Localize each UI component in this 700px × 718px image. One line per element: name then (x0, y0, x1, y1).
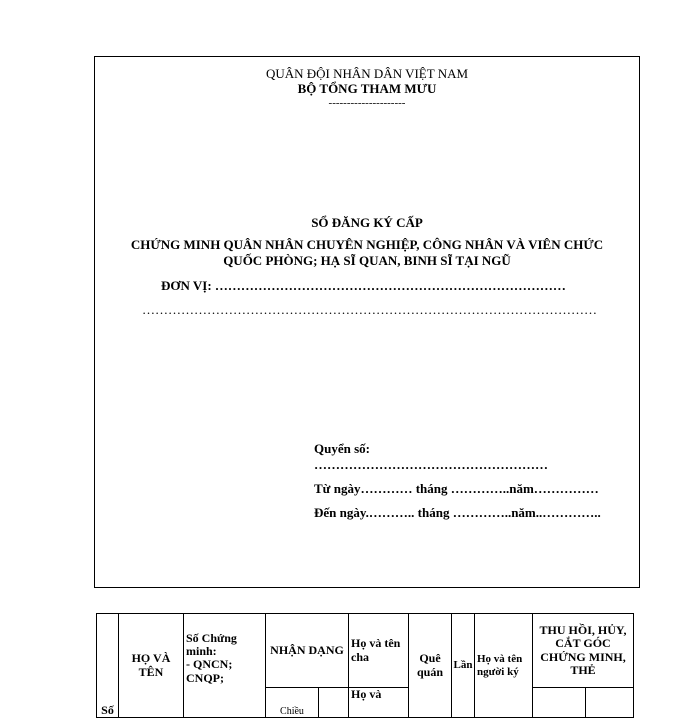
register-table (96, 613, 634, 718)
org-line-1: QUÂN ĐỘI NHÂN DÂN VIỆT NAM (265, 66, 469, 81)
cover-page (94, 56, 640, 588)
book-subtitle-line-1: CHỨNG MINH QUÂN NHÂN CHUYÊN NGHIỆP, CÔNG NHÂN VÀ VIÊN CHỨC (130, 237, 604, 252)
unit-line: ĐƠN VỊ: ……………………………………………………………………… (161, 278, 566, 293)
col-header-name: HỌ VÀ TÊN (119, 614, 184, 718)
col-header-hometown: Quê quán (409, 614, 452, 718)
col-header-id-number: Số Chứng minh: - QNCN; CNQP; (184, 614, 266, 718)
book-title: SỔ ĐĂNG KÝ CẤP (311, 215, 423, 230)
to-date-line: Đến ngày.……….. tháng …………..năm..………….. (314, 505, 601, 520)
col-header-ident-sub-2 (319, 688, 349, 718)
volume-dots: ……………………………………………… (314, 457, 548, 472)
col-header-times: Lần (452, 614, 475, 718)
col-header-revoke-sub-2 (586, 688, 634, 718)
col-header-mother: Họ và (349, 688, 409, 718)
col-header-signer: Họ và tên người ký (475, 614, 533, 718)
col-header-revoke: THU HỒI, HỦY, CẮT GÓC CHỨNG MINH, THẺ (533, 614, 634, 688)
header-divider: --------------------- (328, 97, 406, 109)
col-header-father: Họ và tên cha (349, 614, 409, 688)
col-header-revoke-sub-1 (533, 688, 586, 718)
col-header-height: Chiều (266, 688, 319, 718)
col-header-identification: NHẬN DẠNG (266, 614, 349, 688)
col-header-number: Số (97, 614, 119, 718)
from-date-line: Từ ngày………… tháng …………..năm…………… (314, 481, 599, 496)
unit-line-continued: …………………………………………………………………………………………… (142, 302, 597, 317)
volume-label: Quyển số: (314, 441, 370, 456)
book-subtitle-line-2: QUỐC PHÒNG; HẠ SĨ QUAN, BINH SĨ TẠI NGŨ (223, 253, 511, 268)
org-line-2: BỘ TỔNG THAM MƯU (297, 81, 437, 96)
